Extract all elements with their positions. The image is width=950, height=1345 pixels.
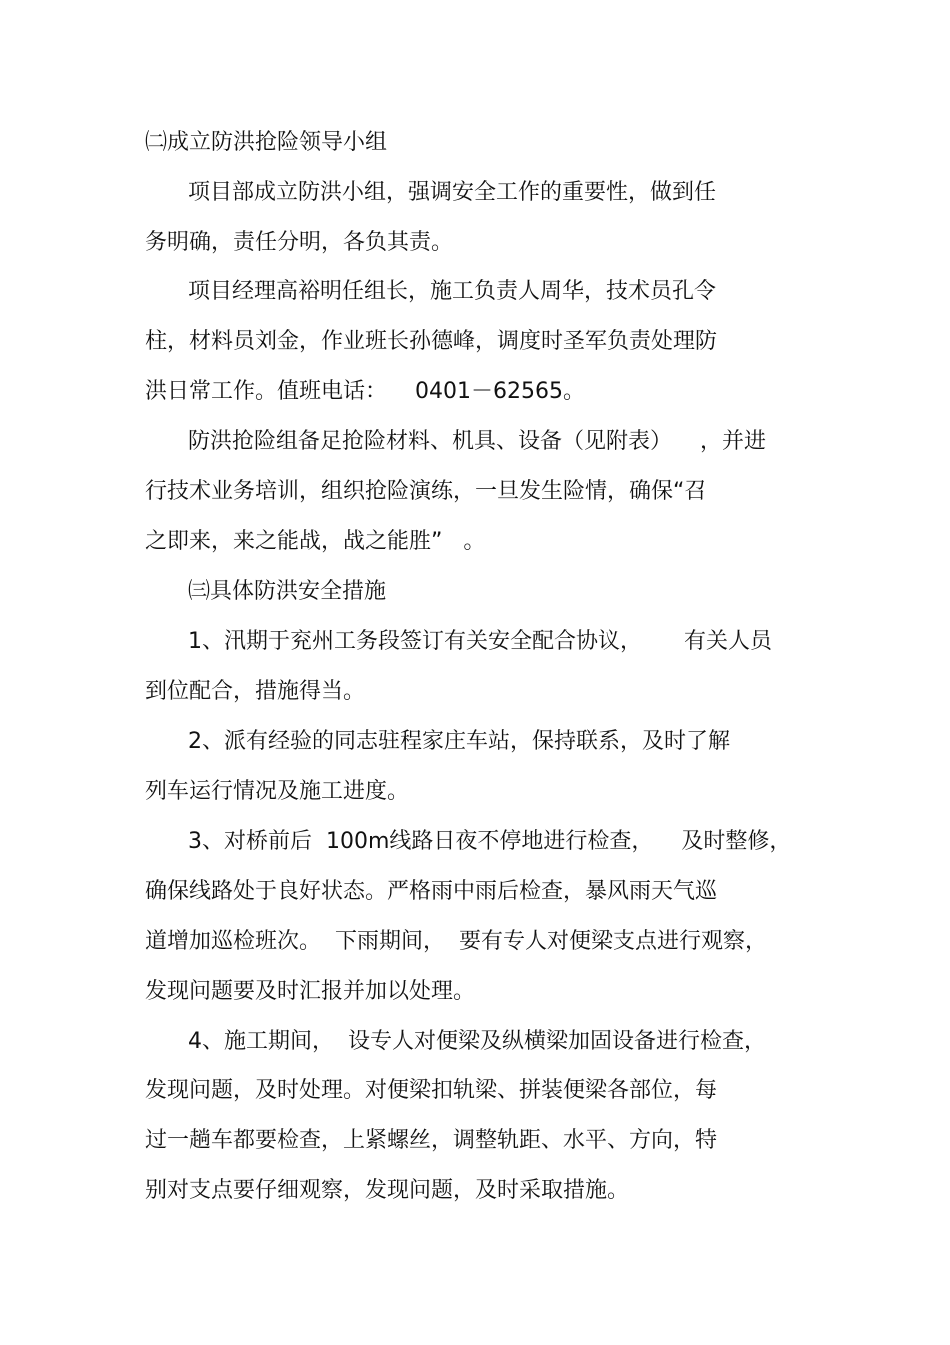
paragraph-line: 行技术业务培训，组织抢险演练，一旦发生险情，确保“召	[145, 479, 707, 504]
paragraph-line: 务明确，责任分明，各负其责。	[145, 230, 454, 255]
paragraph-line: 发现问题，及时处理。对便梁扣轨梁、拼装便梁各部位，每	[145, 1078, 718, 1103]
paragraph-line: 防洪抢险组备足抢险材料、机具、设备（见附表） ，并进	[188, 429, 766, 454]
paragraph-line: 道增加巡检班次。 下雨期间， 要有专人对便梁支点进行观察，	[145, 929, 767, 954]
paragraph-line: 3、对桥前后 100m线路日夜不停地进行检查， 及时整修，	[188, 829, 792, 854]
paragraph-line: 发现问题要及时汇报并加以处理。	[145, 979, 476, 1004]
paragraph-line: 洪日常工作。值班电话： 0401－62565。	[145, 379, 585, 404]
paragraph-line: 别对支点要仔细观察，发现问题，及时采取措施。	[145, 1178, 630, 1203]
paragraph-line: 到位配合，措施得当。	[145, 679, 366, 704]
paragraph-line: 项目经理高裕明任组长，施工负责人周华，技术员孔令	[188, 279, 717, 304]
section-heading: ㈡成立防洪抢险领导小组	[145, 130, 388, 155]
paragraph-line: 项目部成立防洪小组，强调安全工作的重要性，做到任	[188, 180, 717, 205]
paragraph-line: 柱，材料员刘金，作业班长孙德峰，调度时圣军负责处理防	[145, 329, 718, 354]
paragraph-line: 1、汛期于兖州工务段签订有关安全配合协议， 有关人员	[188, 629, 772, 654]
paragraph-line: 2、派有经验的同志驻程家庄车站，保持联系，及时了解	[188, 729, 730, 754]
section-heading: ㈢具体防洪安全措施	[188, 579, 387, 604]
paragraph-line: 确保线路处于良好状态。严格雨中雨后检查，暴风雨天气巡	[145, 879, 718, 904]
paragraph-line: 4、施工期间， 设专人对便梁及纵横梁加固设备进行检查，	[188, 1029, 766, 1054]
paragraph-line: 之即来，来之能战，战之能胜” 。	[145, 529, 486, 554]
paragraph-line: 过一趟车都要检查，上紧螺丝，调整轨距、水平、方向，特	[145, 1128, 718, 1153]
paragraph-line: 列车运行情况及施工进度。	[145, 779, 410, 804]
